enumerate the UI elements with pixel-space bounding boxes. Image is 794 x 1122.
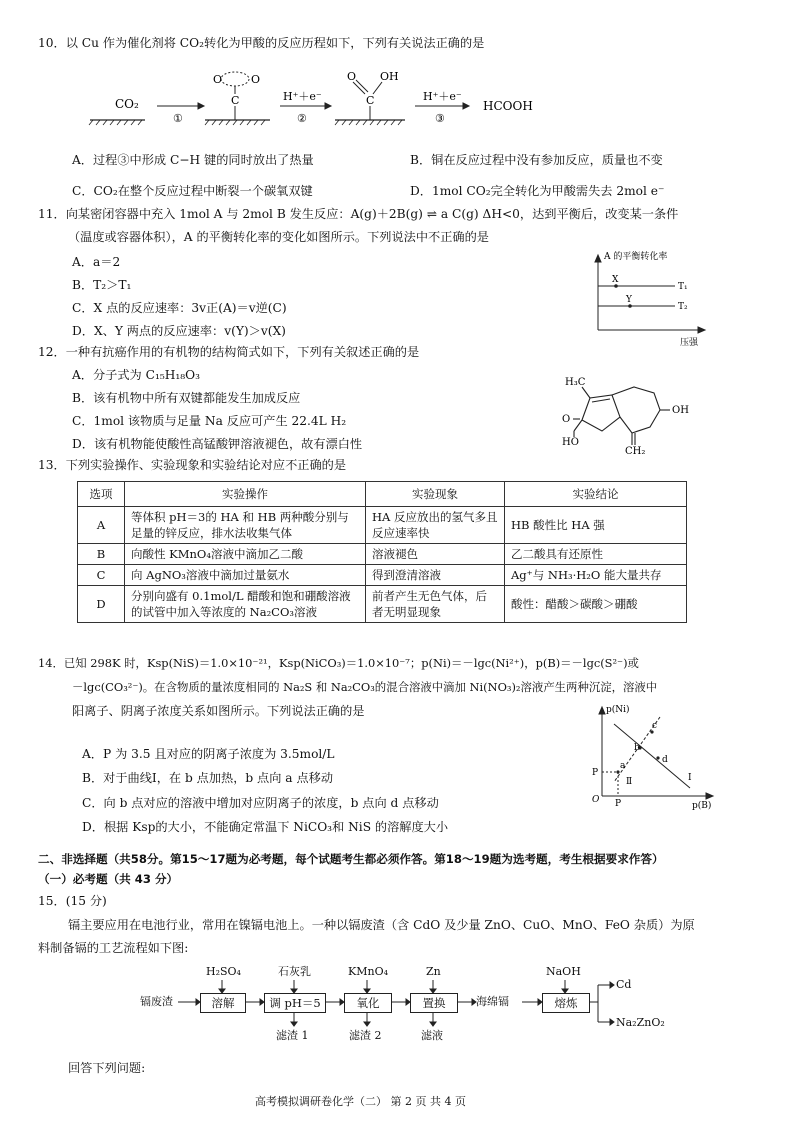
col-operation-header: 实验操作 — [125, 482, 366, 507]
q14-point-a: a — [620, 761, 626, 771]
flow-arrows — [0, 960, 794, 1040]
q10-option-b: B．铜在反应过程中没有参加反应，质量也不变 — [410, 153, 663, 167]
q11-y-axis-label: A 的平衡转化率 — [604, 252, 668, 262]
section2-title: 二、非选择题（共58分。第15～17题为必考题，每个试题考生都必须作答。第18～19题为选考题，考生根据要求作答） — [38, 852, 664, 866]
col-option-header: 选项 — [78, 482, 125, 507]
row-c-phenomenon: 得到澄清溶液 — [366, 565, 505, 586]
row-d-operation: 分别向盛有 0.1mol/L 醋酸和饱和硼酸溶液的试管中加入等浓度的 Na₂CO₃溶液 — [125, 586, 366, 623]
row-a-operation: 等体积 pH＝3的 HA 和 HB 两种酸分别与足量的锌反应，排水法收集气体 — [125, 507, 366, 544]
q14-option-c: C．向 b 点对应的溶液中增加对应阴离子的浓度，b 点向 d 点移动 — [82, 796, 439, 810]
q11-option-b: B．T₂＞T₁ — [72, 278, 132, 292]
int1-o-left: O — [213, 73, 223, 86]
q13-stem: 13．下列实验操作、实验现象和实验结论对应不正确的是 — [38, 458, 347, 472]
q14-option-a: A．P 为 3.5 且对应的阴离子浓度为 3.5mol/L — [82, 747, 335, 761]
q10-reaction-scheme — [85, 62, 555, 132]
int2-c: C — [366, 94, 375, 107]
row-a-option: A — [78, 507, 125, 544]
flow-filtrate: 滤液 — [421, 1029, 443, 1042]
q11-option-d: D．X、Y 两点的反应速率：v(Y)＞v(X) — [72, 324, 286, 338]
reagent2-label: H⁺＋e⁻ — [283, 90, 322, 103]
q14-curve-2: Ⅱ — [626, 777, 633, 787]
row-b-phenomenon: 溶液褪色 — [366, 544, 505, 565]
q14-origin: O — [592, 795, 600, 805]
col-conclusion-header: 实验结论 — [505, 482, 687, 507]
q14-graph — [588, 702, 718, 810]
methyl-label: H₃C — [565, 377, 586, 388]
q10-option-c: C．CO₂在整个反应过程中断裂一个碳氧双键 — [72, 184, 313, 198]
table-row — [78, 565, 687, 586]
q11-option-a: A．a＝2 — [72, 255, 121, 269]
flow-step-oxidize: 氧化 — [344, 993, 392, 1013]
hcooh-label: HCOOH — [483, 99, 533, 113]
q12-option-d: D．该有机物能使酸性高锰酸钾溶液褪色，故有漂白性 — [72, 437, 363, 451]
row-b-conclusion: 乙二酸具有还原性 — [505, 544, 687, 565]
row-c-option: C — [78, 565, 125, 586]
flow-product-cd: Cd — [616, 978, 632, 991]
page-footer: 高考模拟调研卷化学（二） 第 2 页 共 4 页 — [255, 1095, 466, 1108]
step1-label: ① — [173, 112, 183, 125]
flow-start: 镉废渣 — [140, 995, 173, 1008]
q11-stem-line1: 11．向某密闭容器中充入 1mol A 与 2mol B 发生反应：A(g)＋2B(g) ⇌ a C(g) ΔH<0，达到平衡后，改变某一条件 — [38, 207, 679, 221]
row-d-conclusion: 酸性：醋酸＞碳酸＞硼酸 — [505, 586, 687, 623]
methylene-label: CH₂ — [625, 446, 646, 455]
row-b-option: B — [78, 544, 125, 565]
row-a-conclusion: HB 酸性比 HA 强 — [505, 507, 687, 544]
q10-option-d: D．1mol CO₂完全转化为甲酸需失去 2mol e⁻ — [410, 184, 665, 198]
int1-c: C — [231, 94, 240, 107]
int2-o: O — [347, 70, 357, 83]
step3-label: ③ — [435, 112, 445, 125]
q11-stem-line2: （温度或容器体积），A 的平衡转化率的变化如图所示。下列说法中不正确的是 — [68, 230, 489, 244]
q15-intro-line2: 料制备镉的工艺流程如下图: — [38, 941, 189, 955]
flow-step-replace: 置换 — [410, 993, 458, 1013]
hydroxyl-label: OH — [672, 405, 689, 416]
table-header-row — [78, 482, 687, 507]
q11-x-axis-label: 压强 — [680, 338, 699, 348]
q14-point-d: d — [662, 755, 668, 765]
row-a-phenomenon: HA 反应放出的氢气多且反应速率快 — [366, 507, 505, 544]
flow-residue-2: 滤渣 2 — [349, 1029, 382, 1042]
table-row — [78, 507, 687, 544]
q11-line-t2-label: T₂ — [678, 302, 688, 312]
int1-o-right: O — [251, 73, 261, 86]
q14-point-c: c — [652, 721, 658, 731]
carbonyl-o-label: O — [562, 414, 571, 425]
q11-point-x: X — [612, 275, 619, 285]
intermediate1-bond-ellipse — [221, 72, 249, 86]
q14-stem-line3: 阳离子、阴离子浓度关系如图所示。下列说法正确的是 — [72, 704, 365, 718]
table-row — [78, 586, 687, 623]
q14-point-b: b — [634, 743, 640, 753]
reagent3-label: H⁺＋e⁻ — [423, 90, 462, 103]
q11-graph — [590, 250, 710, 350]
q14-stem-line2: －lgc(CO₃²⁻)。在含物质的量浓度相同的 Na₂S 和 Na₂CO₃的混合溶液中滴加 Ni(NO₃)₂溶液产生两种沉淀，溶液中 — [72, 680, 658, 694]
flow-step-smelt: 熔炼 — [542, 993, 590, 1013]
q14-p-y: P — [592, 768, 599, 778]
q12-structure — [560, 375, 695, 455]
co2-label: CO₂ — [115, 97, 139, 111]
step2-label: ② — [297, 112, 307, 125]
table-row — [78, 544, 687, 565]
q12-stem: 12．一种有抗癌作用的有机物的结构简式如下，下列有关叙述正确的是 — [38, 345, 420, 359]
flow-reagent-zn: Zn — [426, 965, 441, 978]
section2-subtitle: （一）必考题（共 43 分） — [38, 872, 179, 886]
q14-x-axis-label: p(B) — [692, 801, 712, 810]
q14-y-axis-label: p(Ni) — [606, 705, 630, 715]
q15-intro-line1: 镉主要应用在电池行业，常用在镍镉电池上。一种以镉废渣（含 CdO 及少量 ZnO、CuO、MnO、FeO 杂质）为原 — [68, 918, 695, 932]
flow-reagent-kmno4: KMnO₄ — [348, 965, 388, 978]
row-b-operation: 向酸性 KMnO₄溶液中滴加乙二酸 — [125, 544, 366, 565]
flow-product-na2zno2: Na₂ZnO₂ — [616, 1016, 665, 1029]
q13-table — [77, 481, 687, 623]
q14-option-b: B．对于曲线Ⅰ，在 b 点加热，b 点向 a 点移动 — [82, 771, 334, 785]
q14-option-d: D．根据 Ksp的大小，不能确定常温下 NiCO₃和 NiS 的溶解度大小 — [82, 820, 449, 834]
flow-reagent-naoh: NaOH — [546, 965, 581, 978]
q14-curve-1: Ⅰ — [688, 773, 692, 783]
q11-line-t1-label: T₁ — [678, 282, 688, 292]
row-c-operation: 向 AgNO₃溶液中滴加过量氨水 — [125, 565, 366, 586]
catalyst-surfaces — [89, 120, 405, 125]
flow-reagent-lime: 石灰乳 — [278, 965, 311, 978]
row-d-option: D — [78, 586, 125, 623]
int2-oh: OH — [380, 70, 399, 83]
q10-stem: 10．以 Cu 作为催化剂将 CO₂转化为甲酸的反应历程如下，下列有关说法正确的是 — [38, 36, 485, 50]
q10-option-a: A．过程③中形成 C−H 键的同时放出了热量 — [72, 153, 314, 167]
flow-sponge-cd: 海绵镉 — [476, 995, 509, 1008]
flow-residue-1: 滤渣 1 — [276, 1029, 309, 1042]
q14-p-x: P — [615, 799, 622, 809]
q11-option-c: C．X 点的反应速率：3v正(A)＝v逆(C) — [72, 301, 287, 315]
col-phenomenon-header: 实验现象 — [366, 482, 505, 507]
flow-step-adjust-ph: 调 pH＝5 — [264, 993, 326, 1013]
flow-step-dissolve: 溶解 — [200, 993, 246, 1013]
row-c-conclusion: Ag⁺与 NH₃·H₂O 能大量共存 — [505, 565, 687, 586]
q11-point-y: Y — [626, 295, 632, 305]
flow-reagent-h2so4: H₂SO₄ — [206, 965, 241, 978]
q15-number: 15．(15 分) — [38, 894, 107, 908]
q12-option-c: C．1mol 该物质与足量 Na 反应可产生 22.4L H₂ — [72, 414, 347, 428]
q12-option-b: B．该有机物中所有双键都能发生加成反应 — [72, 391, 301, 405]
q15-answer-prompt: 回答下列问题: — [68, 1061, 146, 1075]
acid-ho-label: HO — [562, 437, 579, 448]
q14-stem-line1: 14．已知 298K 时，Ksp(NiS)＝1.0×10⁻²¹，Ksp(NiCO₃)＝1.0×10⁻⁷；p(Ni)＝－lgc(Ni²⁺)，p(B)＝－lgc(S²⁻)或 — [38, 656, 639, 670]
row-d-phenomenon: 前者产生无色气体，后者无明显现象 — [366, 586, 505, 623]
q12-option-a: A．分子式为 C₁₅H₁₈O₃ — [72, 368, 200, 382]
